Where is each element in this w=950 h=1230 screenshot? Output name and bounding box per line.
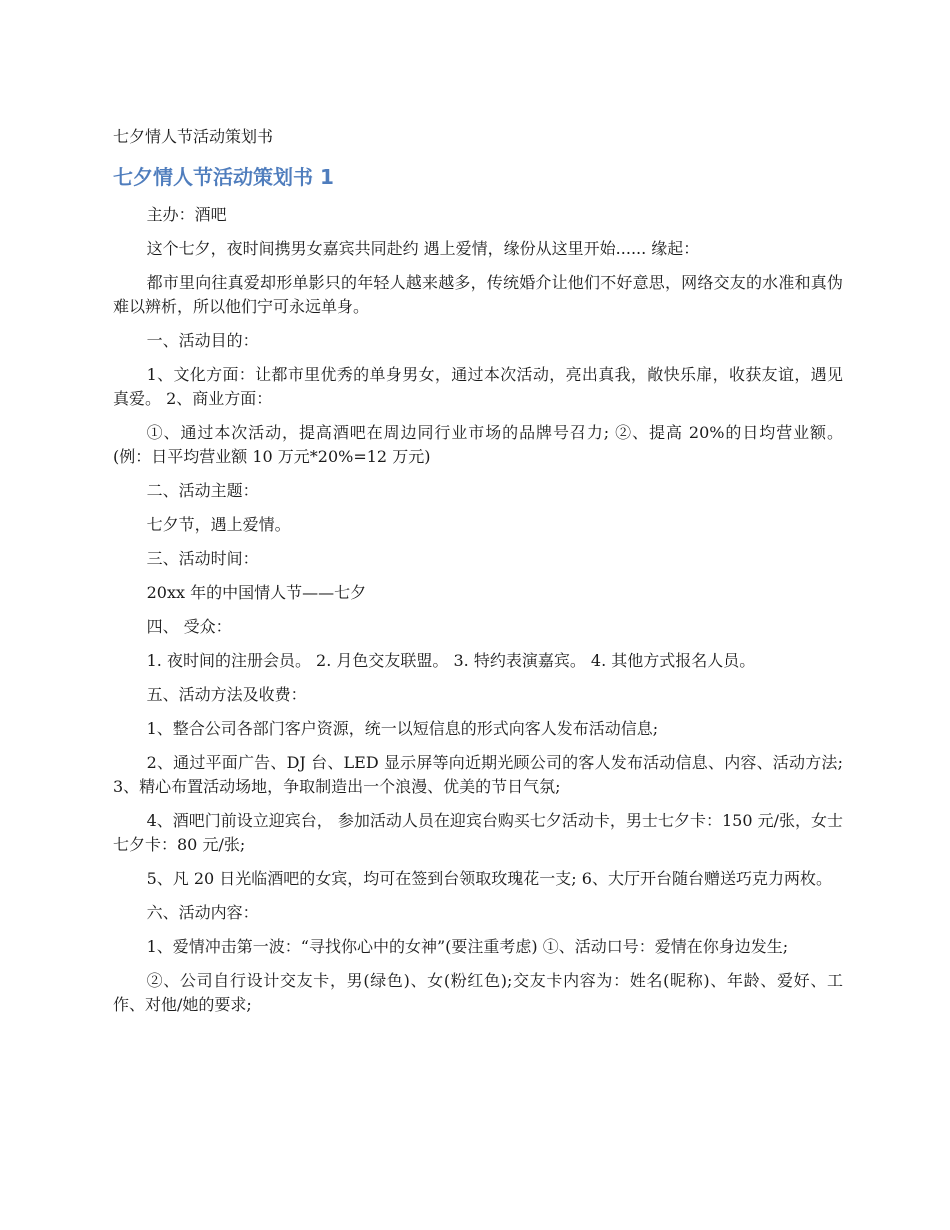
paragraph: 1、文化方面：让都市里优秀的单身男女，通过本次活动，亮出真我，敞快乐扉，收获友谊，遇见真爱。 2、商业方面： (113, 365, 843, 408)
paragraph: 二、活动主题： (146, 481, 259, 500)
paragraph: 1、爱情冲击第一波：“寻找你心中的女神”(要注重考虑) ①、活动口号：爱情在你身边发生; (146, 937, 789, 956)
paragraph: 七夕节，遇上爱情。 (146, 515, 291, 534)
paragraph: 都市里向往真爱却形单影只的年轻人越来越多，传统婚介让他们不好意思，网络交友的水准和真伪难以辨析，所以他们宁可永远单身。 (113, 273, 843, 316)
paragraph: ①、通过本次活动，提高酒吧在周边同行业市场的品牌号召力; ②、提高 20%的日均营业额。(例：日平均营业额 10 万元*20%=12 万元) (113, 423, 843, 466)
paragraph: ②、公司自行设计交友卡，男(绿色)、女(粉红色);交友卡内容为：姓名(昵称)、年龄、爱好、工作、对他/她的要求; (113, 971, 843, 1014)
document-title: 七夕情人节活动策划书 (113, 127, 274, 146)
section-heading: 七夕情人节活动策划书 1 (113, 165, 334, 189)
paragraph: 1. 夜时间的注册会员。 2. 月色交友联盟。 3. 特约表演嘉宾。 4. 其他方式报名人员。 (146, 651, 756, 670)
paragraph: 四、 受众： (146, 617, 232, 636)
paragraph: 六、活动内容： (146, 903, 259, 922)
paragraph: 五、活动方法及收费： (146, 685, 307, 704)
paragraph: 主办：酒吧 (146, 205, 227, 224)
paragraph: 20xx 年的中国情人节——七夕 (146, 583, 367, 602)
paragraph: 三、活动时间： (146, 549, 259, 568)
paragraph: 5、凡 20 日光临酒吧的女宾，均可在签到台领取玫瑰花一支; 6、大厅开台随台赠送巧克力两枚。 (146, 869, 832, 888)
document-body (113, 203, 843, 1027)
paragraph: 一、活动目的： (146, 331, 259, 350)
paragraph: 1、整合公司各部门客户资源，统一以短信息的形式向客人发布活动信息; (146, 719, 659, 738)
paragraph: 这个七夕，夜时间携男女嘉宾共同赴约 遇上爱情，缘份从这里开始...... 缘起： (146, 239, 700, 258)
paragraph: 2、通过平面广告、DJ 台、LED 显示屏等向近期光顾公司的客人发布活动信息、内容、活动方法; 3、精心布置活动场地，争取制造出一个浪漫、优美的节日气氛; (113, 753, 843, 796)
paragraph: 4、酒吧门前设立迎宾台， 参加活动人员在迎宾台购买七夕活动卡，男士七夕卡：150 元/张，女士七夕卡：80 元/张; (113, 811, 843, 854)
